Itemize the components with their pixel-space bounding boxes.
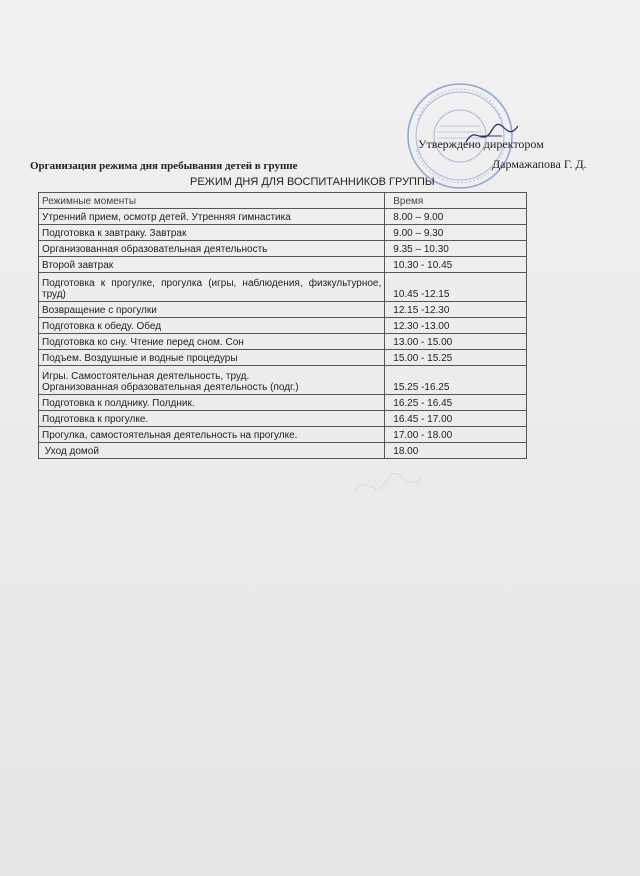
table-row: [39, 225, 527, 241]
table-row: [39, 334, 527, 350]
row-activity: Уход домой: [39, 443, 385, 459]
row-activity: Прогулка, самостоятельная деятельность на прогулке.: [39, 427, 385, 443]
row-time: 17.00 - 18.00: [385, 427, 527, 443]
table-row: [39, 350, 527, 366]
row-activity-line: Организованная образовательная деятельность (подг.): [42, 382, 299, 393]
row-activity: Подготовка к обеду. Обед: [39, 318, 385, 334]
row-activity: [39, 366, 385, 395]
table-row: [39, 443, 527, 459]
header-activity: Режимные моменты: [39, 193, 385, 209]
row-activity: Второй завтрак: [39, 257, 385, 273]
director-name: Дармажапова Г. Д.: [492, 157, 587, 171]
row-activity: Подготовка ко сну. Чтение перед сном. Сон: [39, 334, 385, 350]
table-row: [39, 395, 527, 411]
row-activity: Подъем. Воздушные и водные процедуры: [39, 350, 385, 366]
row-activity: Утренний прием, осмотр детей. Утренняя гимнастика: [39, 209, 385, 225]
row-time: 18.00: [385, 443, 527, 459]
row-activity: Подготовка к полднику. Полдник.: [39, 395, 385, 411]
row-time: 16.45 - 17.00: [385, 411, 527, 427]
table-row: [39, 366, 527, 395]
row-time: 9.00 – 9.30: [385, 225, 527, 241]
pencil-mark-icon: [345, 462, 435, 512]
table-header-row: [39, 193, 527, 209]
row-activity: Подготовка к прогулке.: [39, 411, 385, 427]
table-row: [39, 273, 527, 302]
row-time: 10.45 -12.15: [385, 273, 527, 302]
table-row: [39, 318, 527, 334]
table-row: [39, 411, 527, 427]
table-row: [39, 302, 527, 318]
row-time: 15.00 - 15.25: [385, 350, 527, 366]
header-time: Время: [385, 193, 527, 209]
table-row: [39, 257, 527, 273]
row-activity-line: Игры. Самостоятельная деятельность, труд.: [42, 371, 250, 382]
row-time: 12.15 -12.30: [385, 302, 527, 318]
table-row: [39, 241, 527, 257]
row-activity: Организованная образовательная деятельность: [39, 241, 385, 257]
row-time: 12.30 -13.00: [385, 318, 527, 334]
row-activity: Подготовка к завтраку. Завтрак: [39, 225, 385, 241]
approval-line: Утверждено директором: [418, 137, 544, 151]
organization-title: Организация режима дня пребывания детей в группе: [30, 160, 298, 172]
row-activity: Подготовка к прогулке, прогулка (игры, наблюдения, физкультурное, труд): [39, 273, 385, 302]
table-row: [39, 427, 527, 443]
row-time: 8.00 – 9.00: [385, 209, 527, 225]
row-time: 13.00 - 15.00: [385, 334, 527, 350]
row-time: 15.25 -16.25: [385, 366, 527, 395]
schedule-table: [38, 192, 527, 459]
table-row: [39, 209, 527, 225]
row-time: 16.25 - 16.45: [385, 395, 527, 411]
approval-block: [418, 136, 587, 172]
row-time: 9.35 – 10.30: [385, 241, 527, 257]
row-time: 10.30 - 10.45: [385, 257, 527, 273]
row-activity: Возвращение с прогулки: [39, 302, 385, 318]
table-title: РЕЖИМ ДНЯ ДЛЯ ВОСПИТАННИКОВ ГРУППЫ: [190, 176, 435, 188]
